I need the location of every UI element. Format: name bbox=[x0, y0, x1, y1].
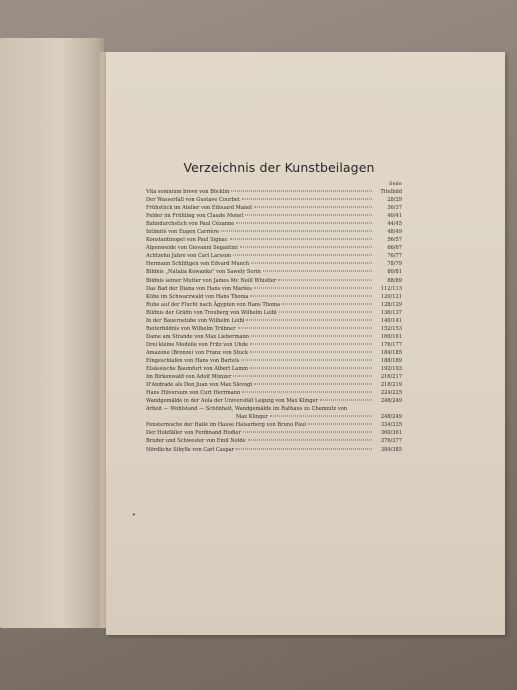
toc-entry bbox=[146, 212, 402, 220]
toc-entry-title: Konstantinopel von Paul Signac bbox=[146, 237, 228, 244]
toc-entry-title: Bildnis „Natalia Kowanko" von Sawely Sorin bbox=[146, 269, 261, 276]
toc-dot-leader bbox=[242, 199, 372, 200]
toc-entry-pages: 384/385 bbox=[380, 446, 402, 453]
toc-entry-pages: 248/249 bbox=[380, 414, 402, 421]
toc-entry-title: Alpenweide von Giovanni Segantini bbox=[146, 245, 238, 252]
left-page bbox=[0, 38, 104, 628]
toc-entry-pages: 188/189 bbox=[380, 357, 402, 364]
toc-entry-title: Bildnis der Gräfin von Treuberg von Wilhelm Leibl bbox=[146, 309, 277, 316]
toc-entry-pages: 140/141 bbox=[380, 317, 402, 324]
toc-dot-leader bbox=[240, 247, 372, 248]
toc-entry bbox=[146, 260, 402, 268]
toc-dot-leader bbox=[250, 368, 372, 369]
toc-dot-leader bbox=[230, 239, 372, 240]
toc-entry bbox=[146, 405, 402, 413]
toc-entry bbox=[146, 413, 402, 421]
toc-dot-leader bbox=[236, 223, 372, 224]
toc-entry-pages: 128/129 bbox=[380, 301, 402, 308]
toc-entry bbox=[146, 389, 402, 397]
toc-dot-leader bbox=[246, 319, 372, 320]
toc-entry bbox=[146, 236, 402, 244]
toc-entry-title: Bahndurchstich von Paul Cézanne bbox=[146, 221, 235, 228]
seite-column-label: Seite bbox=[389, 181, 402, 187]
toc-entry-title: Der Holzfäller von Ferdinand Hodler bbox=[146, 430, 241, 437]
toc-dot-leader bbox=[270, 416, 372, 417]
toc-entry-pages: 112/113 bbox=[380, 285, 402, 292]
toc-entry-title: Nördliche Sibylle von Carl Caspar bbox=[146, 446, 235, 453]
toc-dot-leader bbox=[236, 448, 372, 449]
toc-entry bbox=[146, 204, 402, 212]
toc-entry-title: Elsässische Baumfurt von Albert Lamm bbox=[146, 366, 249, 373]
toc-dot-leader bbox=[278, 279, 372, 280]
toc-entry-title: Hans Hilversum von Curt Herrmann bbox=[146, 390, 241, 397]
toc-entry bbox=[146, 252, 402, 260]
toc-entry-title: Amazone (Bronze) von Franz von Stuck bbox=[146, 349, 249, 356]
toc-dot-leader bbox=[233, 255, 372, 256]
toc-entry-pages: 248/249 bbox=[380, 398, 402, 405]
toc-dot-leader bbox=[242, 392, 372, 393]
toc-entry-pages: 136/137 bbox=[380, 309, 402, 316]
toc-entry-pages: 224/225 bbox=[380, 390, 402, 397]
toc-entry bbox=[146, 437, 402, 445]
toc-dot-leader bbox=[251, 335, 372, 336]
toc-dot-leader bbox=[250, 295, 372, 296]
toc-dot-leader bbox=[254, 207, 372, 208]
toc-entry-pages: 36/37 bbox=[387, 205, 402, 212]
toc-entry-title: Achtzehn Jahre von Carl Larsson bbox=[146, 253, 232, 260]
toc-dot-leader bbox=[221, 231, 372, 232]
toc-entry-pages: 334/335 bbox=[380, 422, 402, 429]
toc-entry-title: Der Wasserfall von Gustave Courbet bbox=[146, 197, 240, 204]
toc-dot-leader bbox=[248, 440, 372, 441]
toc-dot-leader bbox=[320, 400, 372, 401]
toc-entry-title: Kühe im Schwarzwald von Hans Thoma bbox=[146, 293, 249, 300]
toc-entry-pages: 120/121 bbox=[380, 293, 402, 300]
toc-entry-title: Ruhe auf der Flucht nach Ägypten von Hans Thoma bbox=[146, 301, 280, 308]
toc-entry-title: Frühstück im Atelier von Edouard Manet bbox=[146, 205, 253, 212]
toc-entry bbox=[146, 277, 402, 285]
toc-entry bbox=[146, 301, 402, 309]
toc-entry bbox=[146, 268, 402, 276]
toc-entry-title: Reiterbildnis von Wilhelm Trübner bbox=[146, 325, 236, 332]
toc-list bbox=[146, 188, 402, 454]
toc-entry bbox=[146, 341, 402, 349]
toc-entry-title: Eingeschlafen von Hans von Bartels bbox=[146, 357, 240, 364]
toc-entry bbox=[146, 381, 402, 389]
toc-entry-title: Arbeit — Wohlstand — Schönheit, Wandgemälde im Rathaus zu Chemnitz von bbox=[146, 406, 348, 413]
toc-entry bbox=[146, 317, 402, 325]
toc-entry-title: Bildnis seiner Mutter von James Mc Neill Whistler bbox=[146, 277, 277, 284]
toc-entry-pages: 216/217 bbox=[380, 374, 402, 381]
toc-entry-pages: 160/161 bbox=[380, 333, 402, 340]
toc-entry bbox=[146, 228, 402, 236]
toc-entry-pages: 28/29 bbox=[387, 197, 402, 204]
toc-entry bbox=[146, 365, 402, 373]
toc-entry bbox=[146, 397, 402, 405]
toc-dot-leader bbox=[243, 432, 372, 433]
toc-entry-title: Bruder und Schwester von Emil Nolde bbox=[146, 438, 246, 445]
toc-entry bbox=[146, 421, 402, 429]
toc-entry-pages: 88/89 bbox=[387, 277, 402, 284]
toc-entry-pages: 44/45 bbox=[387, 221, 402, 228]
toc-entry bbox=[146, 429, 402, 437]
toc-dot-leader bbox=[251, 263, 372, 264]
toc-dot-leader bbox=[250, 351, 372, 352]
toc-entry-pages: 376/377 bbox=[380, 438, 402, 445]
toc-entry-title: Dame am Strande von Max Liebermann bbox=[146, 333, 250, 340]
toc-entry-title: Im Birkenwald von Adolf Münzer bbox=[146, 374, 232, 381]
toc-entry bbox=[146, 349, 402, 357]
toc-content bbox=[146, 160, 402, 454]
toc-entry-pages: 78/79 bbox=[387, 261, 402, 268]
toc-dot-leader bbox=[238, 327, 372, 328]
toc-entry bbox=[146, 446, 402, 454]
toc-entry-pages: 152/153 bbox=[380, 325, 402, 332]
toc-entry-title: Das Bad der Diana von Hans von Marées bbox=[146, 285, 253, 292]
toc-entry-pages: 218/219 bbox=[380, 382, 402, 389]
toc-entry-title: Max Klinger bbox=[236, 414, 268, 421]
toc-entry-pages: 76/77 bbox=[387, 253, 402, 260]
toc-dot-leader bbox=[241, 359, 372, 360]
page-title: Verzeichnis der Kunstbeilagen bbox=[183, 160, 375, 175]
toc-entry-title: Wandgemälde in der Aula der Universität Leipzig von Max Klinger bbox=[146, 398, 319, 405]
toc-entry-title: In der Bauernstube von Wilhelm Leibl bbox=[146, 317, 245, 324]
toc-entry bbox=[146, 373, 402, 381]
toc-entry bbox=[146, 285, 402, 293]
toc-entry-pages: 40/41 bbox=[387, 213, 402, 220]
toc-entry-pages: 192/193 bbox=[380, 366, 402, 373]
toc-entry-pages: 184/185 bbox=[380, 349, 402, 356]
toc-entry-title: Intimité von Eugen Carrière bbox=[146, 229, 220, 236]
toc-entry-pages: Titelbild bbox=[380, 189, 402, 195]
toc-entry-pages: 80/81 bbox=[387, 269, 402, 276]
toc-dot-leader bbox=[231, 191, 372, 192]
toc-dot-leader bbox=[254, 287, 372, 288]
toc-entry bbox=[146, 293, 402, 301]
toc-entry-title: Drei kleine Modelle von Fritz von Uhde bbox=[146, 341, 248, 348]
toc-entry bbox=[146, 188, 402, 196]
toc-dot-leader bbox=[263, 271, 372, 272]
toc-dot-leader bbox=[282, 303, 372, 304]
toc-entry-title: Fensternische der Halle im Hause Haiserberg von Bruno Paul bbox=[146, 422, 306, 429]
toc-dot-leader bbox=[254, 384, 372, 385]
toc-dot-leader bbox=[279, 311, 372, 312]
footnote-mark: • bbox=[132, 512, 136, 519]
toc-entry bbox=[146, 220, 402, 228]
toc-entry bbox=[146, 325, 402, 333]
toc-entry-pages: 56/57 bbox=[387, 237, 402, 244]
toc-entry bbox=[146, 357, 402, 365]
toc-dot-leader bbox=[308, 424, 372, 425]
toc-entry-pages: 48/49 bbox=[387, 229, 402, 236]
toc-entry bbox=[146, 244, 402, 252]
toc-entry-pages: 360/361 bbox=[380, 430, 402, 437]
toc-entry bbox=[146, 333, 402, 341]
toc-entry-title: Vita somnium breve von Böcklin bbox=[146, 189, 230, 195]
toc-entry-title: Felder im Frühling von Claude Monet bbox=[146, 213, 244, 220]
toc-entry-title: Hermann Schlittgen von Edvard Munch bbox=[146, 261, 250, 268]
toc-dot-leader bbox=[245, 215, 372, 216]
toc-entry-pages: 176/177 bbox=[380, 341, 402, 348]
toc-entry bbox=[146, 309, 402, 317]
toc-entry-pages: 66/67 bbox=[387, 245, 402, 252]
toc-entry bbox=[146, 196, 402, 204]
toc-entry-title: D'Andrade als Don Juan von Max Slevogt bbox=[146, 382, 253, 389]
toc-dot-leader bbox=[233, 376, 372, 377]
toc-dot-leader bbox=[250, 343, 372, 344]
